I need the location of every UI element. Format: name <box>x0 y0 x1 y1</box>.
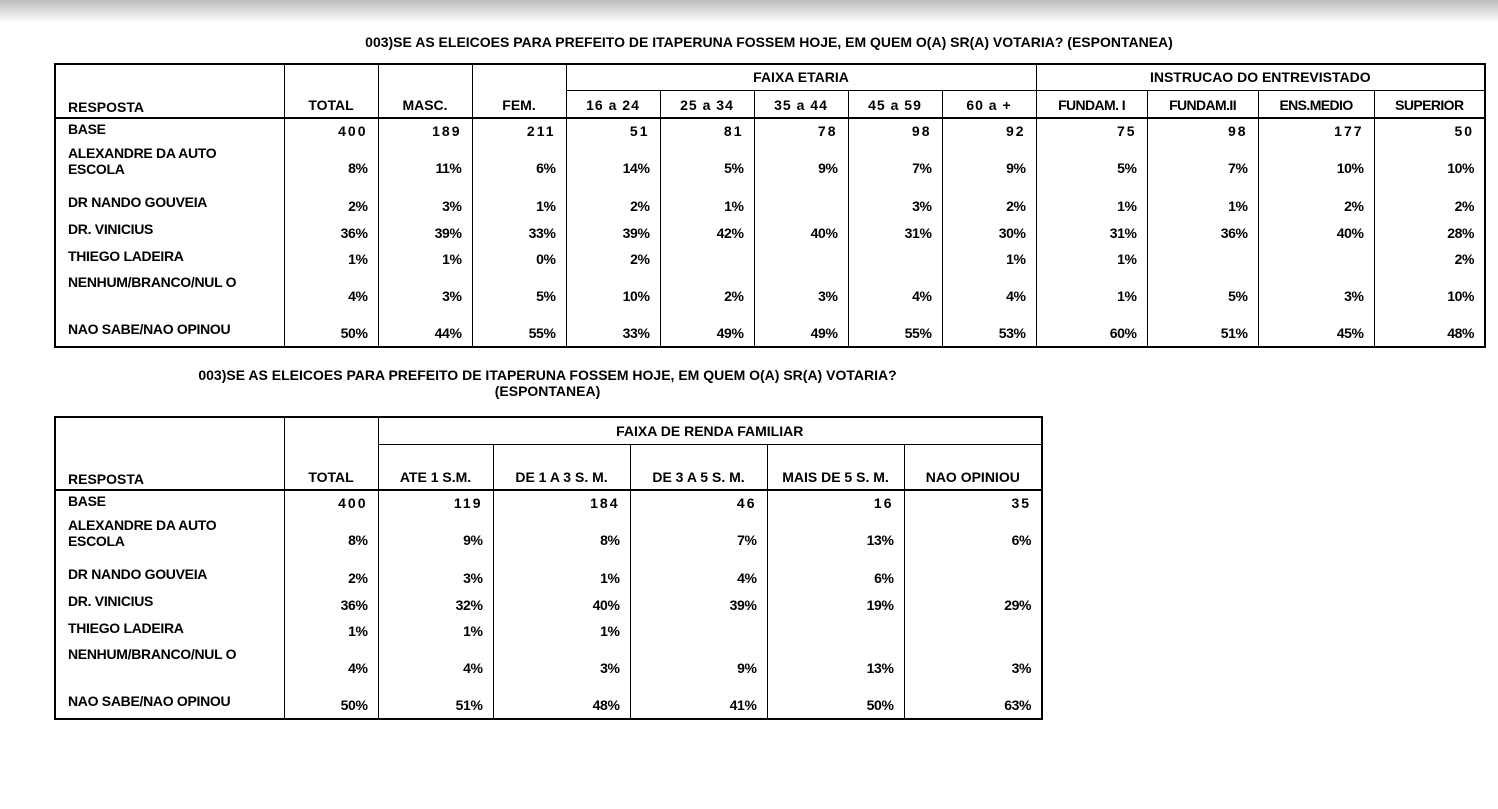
table-cell: 48% <box>1374 319 1485 347</box>
header-25-34: 25 a 34 <box>660 90 754 118</box>
table-cell: 51% <box>378 691 493 719</box>
table-cell: 39% <box>566 219 660 246</box>
table-cell: 75 <box>1036 118 1147 143</box>
table-cell: 9% <box>378 515 493 564</box>
header-fundam-1: FUNDAM. I <box>1036 90 1147 118</box>
table-cell: 2% <box>1258 192 1374 219</box>
table-cell: 36% <box>284 591 378 618</box>
row-label: THIEGO LADEIRA <box>68 620 184 636</box>
table-cell: 45% <box>1258 319 1374 347</box>
table-cell: 5% <box>1036 143 1147 192</box>
table-cell: 10% <box>1374 272 1485 319</box>
table-cell: 8% <box>284 515 378 564</box>
table-cell: 2% <box>284 192 378 219</box>
table-row-thiego <box>55 246 1485 272</box>
table-row-naosabe <box>55 691 1042 719</box>
table-cell: 78 <box>754 118 848 143</box>
table-row-base <box>55 490 1042 515</box>
header-45-59: 45 a 59 <box>848 90 942 118</box>
row-label: DR. VINICIUS <box>68 221 154 237</box>
table-cell: 92 <box>942 118 1036 143</box>
table-cell: 19% <box>767 591 904 618</box>
table-cell: 39% <box>630 591 767 618</box>
table-cell: 11% <box>378 143 472 192</box>
table1-title: 003)SE AS ELEICOES PARA PREFEITO DE ITAPERUNA FOSSEM HOJE, EM QUEM O(A) SR(A) VOTARIA? (ESPONTANEA) <box>365 34 1173 50</box>
table-cell: 189 <box>378 118 472 143</box>
table-cell: 1% <box>493 618 630 644</box>
table-cell: 48% <box>493 691 630 719</box>
table-row-nenhum <box>55 644 1042 691</box>
table-cell: 39% <box>378 219 472 246</box>
table-cell: 40% <box>754 219 848 246</box>
table-cell: 60% <box>1036 319 1147 347</box>
table-cell: 3% <box>378 192 472 219</box>
table-cell: 177 <box>1258 118 1374 143</box>
table-cell <box>754 246 848 272</box>
table-cell: 50% <box>284 691 378 719</box>
table-cell: 7% <box>1147 143 1258 192</box>
row-label: BASE <box>55 118 284 143</box>
table-cell: 4% <box>378 644 493 691</box>
table-cell: 1% <box>284 246 378 272</box>
table-cell: 1% <box>1036 272 1147 319</box>
table-cell: 42% <box>660 219 754 246</box>
table-cell: 40% <box>1258 219 1374 246</box>
table-cell: 5% <box>660 143 754 192</box>
table-cell: 9% <box>754 143 848 192</box>
table-cell: 3% <box>378 272 472 319</box>
table-cell <box>767 618 904 644</box>
table-cell: 1% <box>378 618 493 644</box>
table-row-nenhum <box>55 272 1485 319</box>
table-cell: 119 <box>378 490 493 515</box>
header-superior: SUPERIOR <box>1374 90 1485 118</box>
header-total: TOTAL <box>284 64 378 118</box>
group-faixa-etaria: FAIXA ETARIA <box>566 64 1036 90</box>
table-cell: 4% <box>284 272 378 319</box>
table-cell: 32% <box>378 591 493 618</box>
table-cell: 5% <box>1147 272 1258 319</box>
group-faixa-renda: FAIXA DE RENDA FAMILIAR <box>378 417 1042 444</box>
table-cell: 9% <box>942 143 1036 192</box>
table2-title <box>55 367 1040 399</box>
table-cell: 2% <box>1374 246 1485 272</box>
table-cell <box>660 246 754 272</box>
table-cell: 4% <box>848 272 942 319</box>
table-row-nando <box>55 564 1042 591</box>
table-cell: 1% <box>493 564 630 591</box>
table-cell: 9% <box>630 644 767 691</box>
table-cell <box>754 192 848 219</box>
table-cell: 81 <box>660 118 754 143</box>
table2-body <box>55 490 1042 719</box>
row-label: NAO SABE/NAO OPINOU <box>68 321 231 337</box>
table-cell: 49% <box>660 319 754 347</box>
header-nao-opiniou: NAO OPINIOU <box>904 444 1042 490</box>
table-cell: 6% <box>767 564 904 591</box>
table-row-base <box>55 118 1485 143</box>
table-cell: 40% <box>493 591 630 618</box>
row-label: NENHUM/BRANCO/NUL O <box>68 646 237 662</box>
table-cell: 8% <box>493 515 630 564</box>
table-cell: 63% <box>904 691 1042 719</box>
table-cell: 31% <box>1036 219 1147 246</box>
table-row-alexandre <box>55 515 1042 564</box>
table-cell: 3% <box>493 644 630 691</box>
table-cell: 53% <box>942 319 1036 347</box>
table-cell: 28% <box>1374 219 1485 246</box>
header-16-24: 16 a 24 <box>566 90 660 118</box>
table-cell <box>904 618 1042 644</box>
row-label: THIEGO LADEIRA <box>68 248 184 264</box>
header-fundam-2: FUNDAM.II <box>1147 90 1258 118</box>
table-cell: 1% <box>942 246 1036 272</box>
table-cell: 400 <box>284 490 378 515</box>
header-total: TOTAL <box>284 417 378 490</box>
table-cell: 2% <box>942 192 1036 219</box>
header-ate-1-sm: ATE 1 S.M. <box>378 444 493 490</box>
table-cell: 2% <box>566 246 660 272</box>
table-cell: 2% <box>660 272 754 319</box>
table-cell: 1% <box>378 246 472 272</box>
table-cell: 0% <box>472 246 566 272</box>
header-resposta: RESPOSTA <box>68 471 144 487</box>
table-cell: 30% <box>942 219 1036 246</box>
table-cell: 51% <box>1147 319 1258 347</box>
table-cell: 13% <box>767 515 904 564</box>
table-cell <box>904 564 1042 591</box>
row-label: NENHUM/BRANCO/NUL O <box>68 274 237 290</box>
table-cell: 98 <box>848 118 942 143</box>
table-cell: 55% <box>848 319 942 347</box>
header-60-plus: 60 a + <box>942 90 1036 118</box>
table-cell: 50 <box>1374 118 1485 143</box>
table-cell: 1% <box>660 192 754 219</box>
table-cell: 41% <box>630 691 767 719</box>
header-de-1-a-3-sm: DE 1 A 3 S. M. <box>493 444 630 490</box>
table2-title-line1: 003)SE AS ELEICOES PARA PREFEITO DE ITAPERUNA FOSSEM HOJE, EM QUEM O(A) SR(A) VOTARIA? <box>198 367 897 383</box>
header-de-3-a-5-sm: DE 3 A 5 S. M. <box>630 444 767 490</box>
window-top-shadow <box>0 0 1498 22</box>
table-row-nando <box>55 192 1485 219</box>
table-cell: 13% <box>767 644 904 691</box>
table-cell: 55% <box>472 319 566 347</box>
table-cell: 10% <box>1258 143 1374 192</box>
table-cell: 46 <box>630 490 767 515</box>
table-cell: 5% <box>472 272 566 319</box>
table-cell: 4% <box>942 272 1036 319</box>
table-cell: 36% <box>284 219 378 246</box>
header-fem: FEM. <box>472 64 566 118</box>
table-cell <box>1147 246 1258 272</box>
table-cell: 14% <box>566 143 660 192</box>
table-cell: 1% <box>1036 246 1147 272</box>
table-cell: 400 <box>284 118 378 143</box>
table-cell: 2% <box>284 564 378 591</box>
table-cell: 49% <box>754 319 848 347</box>
table-cell: 1% <box>1147 192 1258 219</box>
header-masc: MASC. <box>378 64 472 118</box>
row-label: ALEXANDRE DA AUTO ESCOLA <box>68 145 217 177</box>
table-cell: 10% <box>566 272 660 319</box>
table-cell: 29% <box>904 591 1042 618</box>
table-row-naosabe <box>55 319 1485 347</box>
table2-title-line2: (ESPONTANEA) <box>494 383 601 399</box>
table-cell: 98 <box>1147 118 1258 143</box>
header-ens-medio: ENS.MEDIO <box>1258 90 1374 118</box>
table-cell: 35 <box>904 490 1042 515</box>
table-cell <box>630 618 767 644</box>
table-cell: 7% <box>848 143 942 192</box>
header-mais-de-5-sm: MAIS DE 5 S. M. <box>767 444 904 490</box>
table-cell: 10% <box>1374 143 1485 192</box>
table-row-vinicius <box>55 591 1042 618</box>
table-cell: 51 <box>566 118 660 143</box>
table-cell: 7% <box>630 515 767 564</box>
table-family-income <box>54 416 1043 720</box>
table-cell: 1% <box>1036 192 1147 219</box>
table-row-vinicius <box>55 219 1485 246</box>
row-label: DR. VINICIUS <box>68 593 154 609</box>
row-label: NAO SABE/NAO OPINOU <box>68 693 231 709</box>
table-cell: 1% <box>284 618 378 644</box>
row-label: DR NANDO GOUVEIA <box>68 566 208 582</box>
table-cell: 6% <box>904 515 1042 564</box>
table-cell: 44% <box>378 319 472 347</box>
table-cell: 3% <box>754 272 848 319</box>
table-cell: 50% <box>284 319 378 347</box>
table1-body <box>55 118 1485 347</box>
table-cell: 2% <box>566 192 660 219</box>
table-cell: 4% <box>284 644 378 691</box>
header-35-44: 35 a 44 <box>754 90 848 118</box>
group-instrucao: INSTRUCAO DO ENTREVISTADO <box>1036 64 1485 90</box>
table-cell: 50% <box>767 691 904 719</box>
row-label: ALEXANDRE DA AUTO ESCOLA <box>68 517 217 549</box>
header-resposta: RESPOSTA <box>68 99 144 115</box>
table-cell: 2% <box>1374 192 1485 219</box>
table-cell: 3% <box>904 644 1042 691</box>
table-cell: 6% <box>472 143 566 192</box>
table-cell: 8% <box>284 143 378 192</box>
row-label: DR NANDO GOUVEIA <box>68 194 208 210</box>
table-cell: 16 <box>767 490 904 515</box>
table-cell <box>848 246 942 272</box>
table-cell: 33% <box>566 319 660 347</box>
table-cell: 3% <box>1258 272 1374 319</box>
table-cell: 31% <box>848 219 942 246</box>
table-cell: 4% <box>630 564 767 591</box>
table-cell: 3% <box>378 564 493 591</box>
table-row-thiego <box>55 618 1042 644</box>
row-label: BASE <box>55 490 284 515</box>
table-cell: 184 <box>493 490 630 515</box>
table-row-alexandre <box>55 143 1485 192</box>
table-cell <box>1258 246 1374 272</box>
table-cell: 3% <box>848 192 942 219</box>
table-cell: 33% <box>472 219 566 246</box>
table-cell: 36% <box>1147 219 1258 246</box>
table-cell: 1% <box>472 192 566 219</box>
table-age-education <box>54 63 1486 348</box>
table-cell: 211 <box>472 118 566 143</box>
